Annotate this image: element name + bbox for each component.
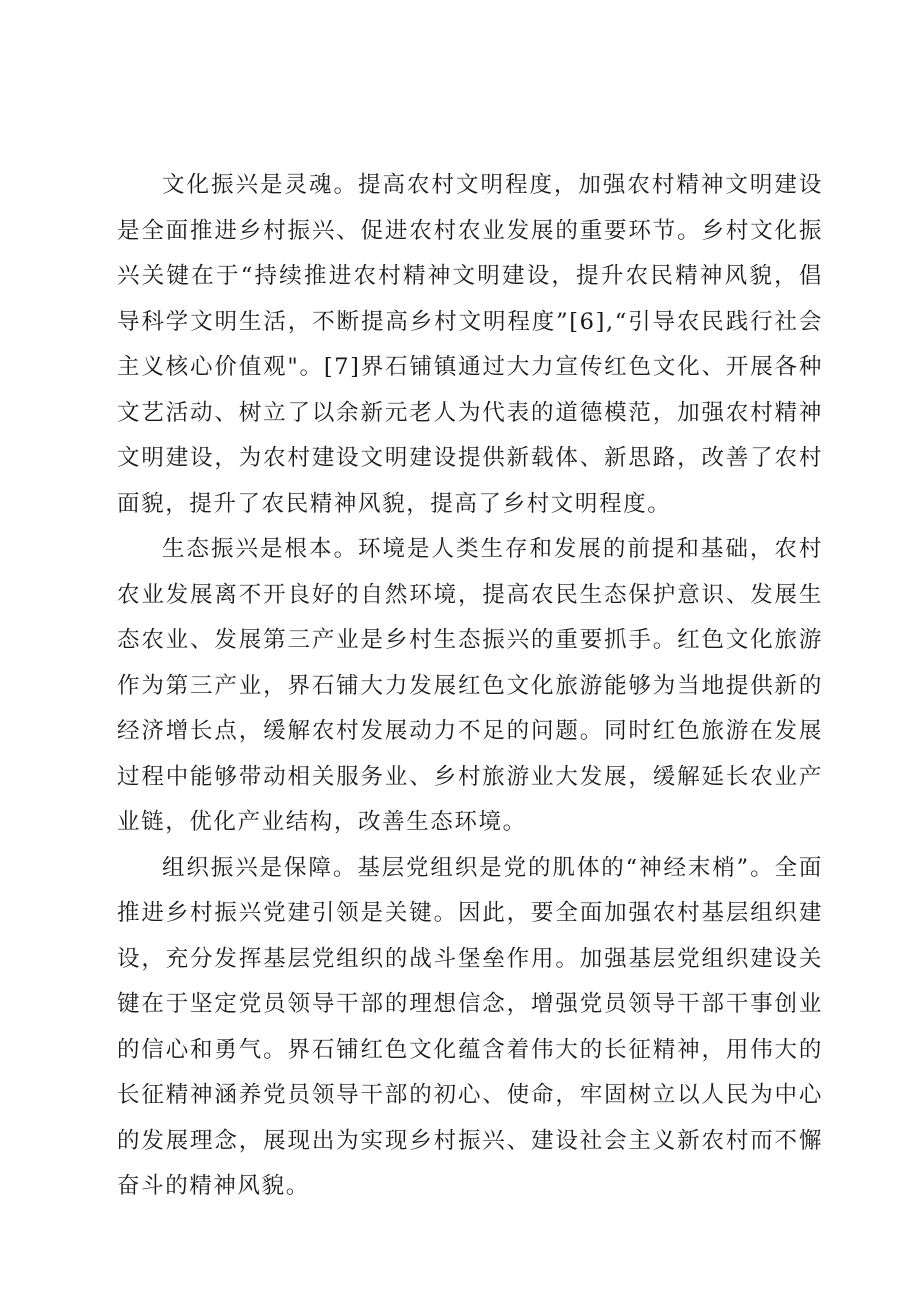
paragraph-ecological-revitalization: 生态振兴是根本。环境是人类生存和发展的前提和基础，农村农业发展离不开良好的自然环境，提高农民生态保护意识、发展生态农业、发展第三产业是乡村生态振兴的重要抓手。红色文化旅游作为第三产业，界石铺大力发展红色文化旅游能够为当地提供新的经济增长点，缓解农村发展动力不足的问题。同时红色旅游在发展过程中能够带动相关服务业、乡村旅游业大发展，缓解延长农业产业链，优化产业结构，改善生态环境。 bbox=[117, 536, 823, 835]
paragraph-organizational-revitalization: 组织振兴是保障。基层党组织是党的肌体的“神经末梢”。全面推进乡村振兴党建引领是关键。因此，要全面加强农村基层组织建设，充分发挥基层党组织的战斗堡垒作用。加强基层党组织建设关键在于坚定党员领导干部的理想信念，增强党员领导干部干事创业的信心和勇气。界石铺红色文化蕴含着伟大的长征精神，用伟大的长征精神涵养党员领导干部的初心、使命，牢固树立以人民为中心的发展理念，展现出为实现乡村振兴、建设社会主义新农村而不懈奋斗的精神风貌。 bbox=[117, 854, 823, 1199]
paragraph-cultural-revitalization: 文化振兴是灵魂。提高农村文明程度，加强农村精神文明建设是全面推进乡村振兴、促进农村农业发展的重要环节。乡村文化振兴关键在于“持续推进农村精神文明建设，提升农民精神风貌，倡导科学文明生活，不断提高乡村文明程度”[6],“引导农民践行社会主义核心价值观"。[7]界石铺镇通过大力宣传红色文化、开展各种文艺活动、树立了以余新元老人为代表的道德模范，加强农村精神文明建设，为农村建设文明建设提供新载体、新思路，改善了农村面貌，提升了农民精神风貌，提高了乡村文明程度。 bbox=[117, 172, 823, 517]
document-body bbox=[117, 163, 823, 1210]
